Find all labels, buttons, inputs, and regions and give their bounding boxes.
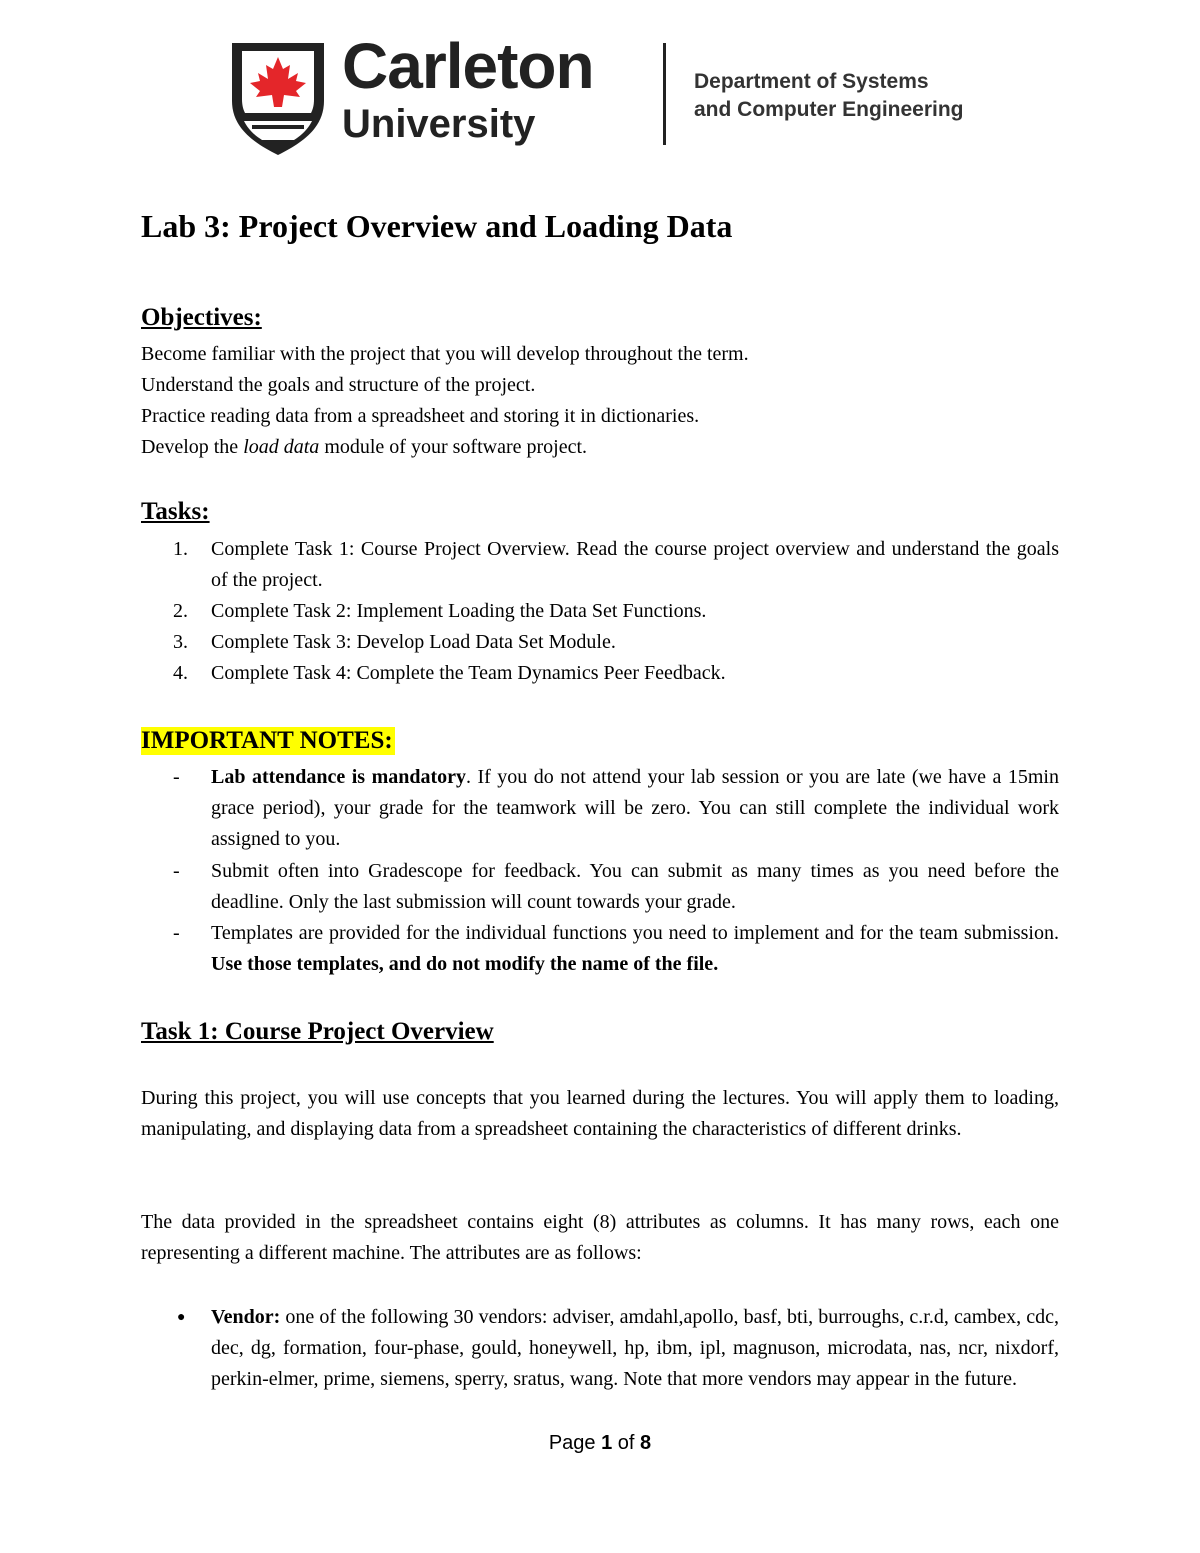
objectives-heading: Objectives: xyxy=(141,304,262,331)
task-list-item: 3. Complete Task 3: Develop Load Data Set Module. xyxy=(173,631,616,653)
department-line2: and Computer Engineering xyxy=(694,98,964,121)
department-line1: Department of Systems xyxy=(694,70,929,93)
tasks-heading: Tasks: xyxy=(141,498,210,525)
note-list-item: - Templates are provided for the individual functions you need to implement and for the team submission. Use those templates, and do not modify the name of the file. xyxy=(173,922,1059,975)
task-list-item: 4. Complete Task 4: Complete the Team Dynamics Peer Feedback. xyxy=(173,662,726,684)
objective-line: Become familiar with the project that you will develop throughout the term. xyxy=(141,343,749,365)
page-title: Lab 3: Project Overview and Loading Data xyxy=(141,208,733,244)
department-name xyxy=(694,68,964,124)
header-divider xyxy=(663,43,666,145)
attendance-emphasis: Lab attendance is mandatory xyxy=(211,766,467,788)
page-number-footer: Page 1 of 8 xyxy=(548,1432,652,1454)
university-name-line2: University xyxy=(342,102,536,146)
task-list-item: 1. Complete Task 1: Course Project Overview. Read the course project overview and understand the goals of the project. xyxy=(173,538,1059,591)
vendor-label: Vendor: xyxy=(211,1306,281,1328)
note-list-item: - Submit often into Gradescope for feedback. You can submit as many times as you need before the deadline. Only the last submission will count towards your grade. xyxy=(173,860,1059,913)
template-warning-emphasis: Use those templates, and do not modify the name of the file. xyxy=(211,953,719,975)
task1-heading: Task 1: Course Project Overview xyxy=(141,1018,494,1045)
university-header xyxy=(232,30,992,155)
objective-line: Develop the load data module of your software project. xyxy=(141,436,588,458)
important-notes-heading: IMPORTANT NOTES: xyxy=(141,727,393,754)
task-list-item: 2. Complete Task 2: Implement Loading the Data Set Functions. xyxy=(173,600,707,622)
task1-paragraph: The data provided in the spreadsheet contains eight (8) attributes as columns. It has many rows, each one representing a different machine. The attributes are as follows: xyxy=(141,1211,1059,1264)
university-name xyxy=(342,30,594,146)
note-list-item: - Lab attendance is mandatory. If you do not attend your lab session or you are late (we have a 15min grace period), your grade for the teamwork will be zero. You can still complete the individual work assigned to you. xyxy=(173,766,1059,850)
objective-line: Understand the goals and structure of the project. xyxy=(141,374,536,396)
university-name-line1: Carleton xyxy=(342,30,594,102)
objective-line: Practice reading data from a spreadsheet and storing it in dictionaries. xyxy=(141,405,700,427)
attribute-bullet-item: ● Vendor: one of the following 30 vendors: adviser, amdahl,apollo, basf, bti, burroughs, c.r.d, cambex, cdc, dec, dg, formation, four-phase, gould, honeywell, hp, ibm, ipl, magnuson, microdata, nas, ncr, nixdorf, perkin-elmer, prime, siemens, sperry, sratus, wang. Note that more vendors may appear in the future. xyxy=(177,1306,1059,1390)
task1-paragraph: During this project, you will use concepts that you learned during the lectures. You will apply them to loading, manipulating, and displaying data from a spreadsheet containing the characteristics of different drinks. xyxy=(141,1087,1059,1140)
carleton-shield-logo xyxy=(232,43,324,155)
load-data-emphasis: load data xyxy=(243,436,320,458)
